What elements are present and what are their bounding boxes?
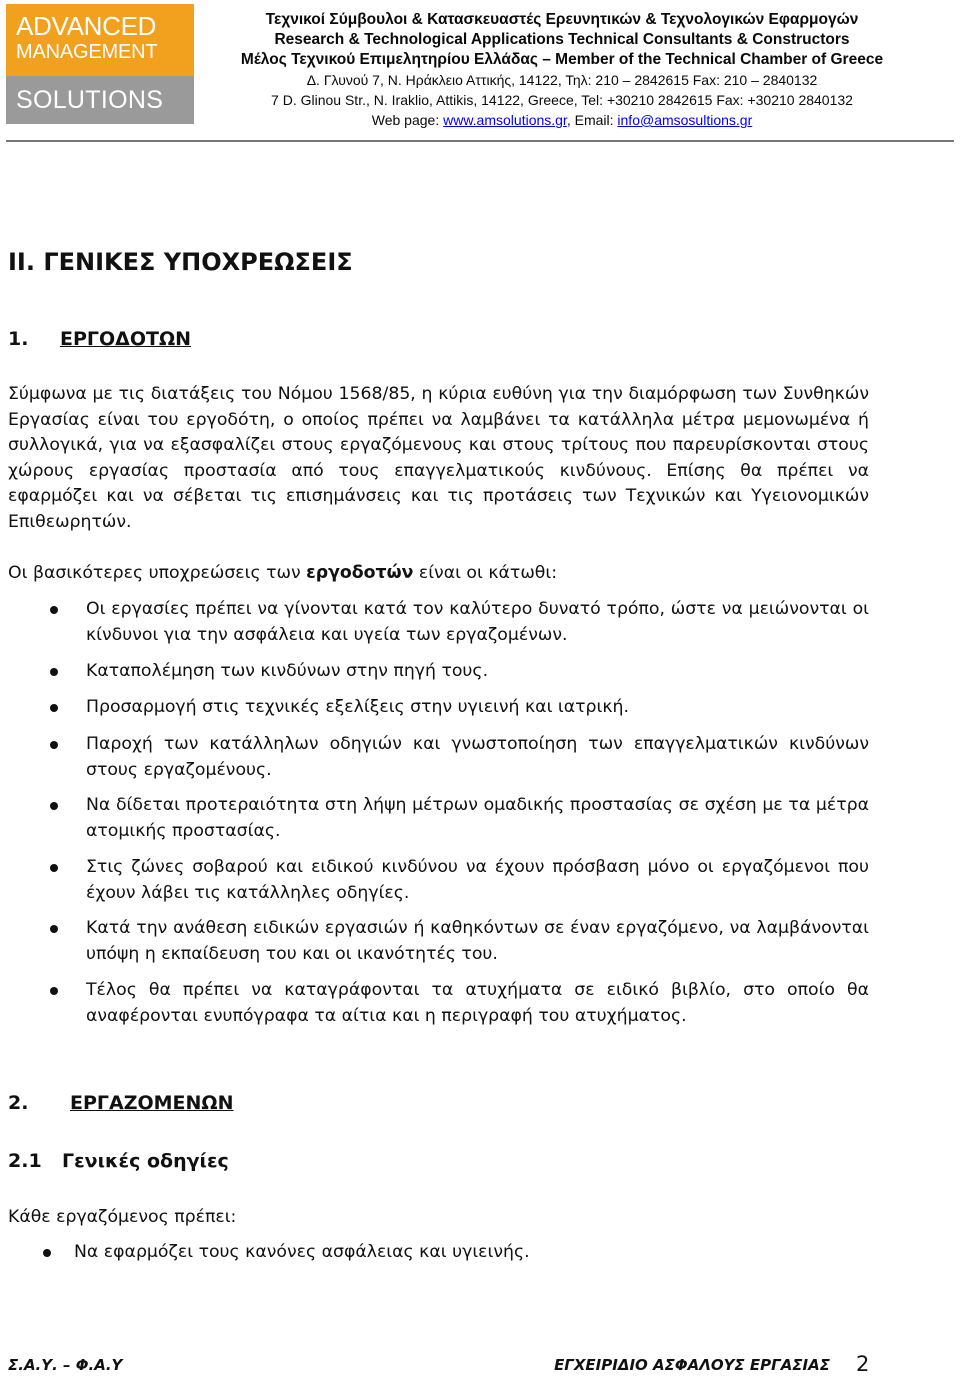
list-item-text: Στις ζώνες σοβαρού και ειδικού κινδύνου να έχουν πρόσβαση μόνο οι εργαζόμενοι που έχουν λάβει τις κατάλληλες οδηγίες. [86,857,869,903]
list-item-text: Παροχή των κατάλληλων οδηγιών και γνωστοποίηση των επαγγελματικών κινδύνων στους εργαζομένους. [86,734,869,780]
letterhead-line-address-greek: Δ. Γλυνού 7, Ν. Ηράκλειο Αττικής, 14122, Τηλ: 210 – 2842615 Fax: 210 – 2840132 [306,72,818,88]
list-item-text: Οι εργασίες πρέπει να γίνονται κατά τον καλύτερο δυνατό τρόπο, ώστε να μειώνονται οι κίνδυνοι για την ασφάλεια και υγεία των εργαζομένων. [86,599,869,645]
bullet-icon [50,668,58,676]
list-item-text: Προσαρμογή στις τεχνικές εξελίξεις στην υγιεινή και ιατρική. [86,697,630,717]
bullet-icon [50,606,58,614]
list-item-text: Να εφαρμόζει τους κανόνες ασφάλειας και υγιεινής. [74,1242,530,1262]
duties-intro-start: Οι βασικότερες υποχρεώσεις των [8,563,307,583]
duties-intro-end: είναι οι κάτωθι: [413,563,558,583]
letterhead-line-greek-title: Τεχνικοί Σύμβουλοι & Κατασκευαστές Ερευνητικών & Τεχνολογικών Εφαρμογών [265,11,859,28]
bullet-icon [50,741,58,749]
letterhead-line-chamber: Μέλος Τεχνικού Επιμελητηρίου Ελλάδας – Member of the Technical Chamber of Greece [240,51,884,68]
logo-line-3: SOLUTIONS [6,76,194,124]
section-1-title: ΕΡΓΟΔΟΤΩΝ [60,328,192,350]
list-item-text: Κατά την ανάθεση ειδικών εργασιών ή καθηκόντων σε έναν εργαζόμενο, να λαμβάνονται υπόψη η εκπαίδευση του και οι ικανότητές του. [86,918,869,964]
logo-line-1: ADVANCED [16,11,157,41]
bullet-icon [50,704,58,712]
footer-left-label: Σ.Α.Υ. – Φ.Α.Υ [8,1356,123,1374]
intro-paragraph: Σύμφωνα με τις διατάξεις του Νόμου 1568/85, η κύρια ευθύνη για την διαμόρφωση των Συνθηκών Εργασίας είναι του εργοδότη, ο οποίος πρέπει να λαμβάνει τα κατάλληλα μέτρα μεμονωμένα ή συλλογικά, για να εξασφαλίζει στους εργαζόμενους και στους τρίτους που παρευρίσκονται στους χώρους εργασίας προστασία από τους επαγγελματικούς κινδύνους. Επίσης θα πρέπει να εφαρμόζει και να σέβεται τις επισημάνσεις και τις προτάσεις των Τεχνικών και Υγειονομικών Επιθεωρητών. [8,384,869,532]
list-item-text: Να δίδεται προτεραιότητα στη λήψη μέτρων ομαδικής προστασίας σε σχέση με τα μέτρα ατομικής προστασίας. [86,795,869,841]
worker-duties-list [74,0,869,1280]
section-1-number: 1. [8,328,29,350]
list-item [74,1240,869,1266]
email-link[interactable]: info@amsosultions.gr [617,112,753,128]
website-link[interactable]: www.amsolutions.gr [443,112,567,128]
page-number: 2 [856,1352,870,1376]
page-title: II. ΓΕΝΙΚΕΣ ΥΠΟΧΡΕΩΣΕΙΣ [8,248,353,276]
section-2-1-number: 2.1 [8,1150,42,1172]
section-2-1-title: Γενικές οδηγίες [62,1150,229,1172]
workers-intro: Κάθε εργαζόμενος πρέπει: [8,1207,237,1227]
bullet-icon [50,987,58,995]
section-2-title: ΕΡΓΑΖΟΜΕΝΩΝ [70,1092,234,1114]
list-item-text: Καταπολέμηση των κινδύνων στην πηγή τους. [86,661,489,681]
bullet-icon [50,925,58,933]
duties-intro-emphasis: εργοδοτών [306,563,414,583]
email-label: , Email: [566,112,618,128]
bullet-icon [50,864,58,872]
bullet-icon [50,802,58,810]
list-item-text: Τέλος θα πρέπει να καταγράφονται τα ατυχήματα σε ειδικό βιβλίο, στο οποίο θα αναφέρονται ενυπόγραφα τα αίτια και η περιγραφή του ατυχήματος. [86,980,869,1026]
letterhead-line-english-title: Research & Technological Applications Technical Consultants & Constructors [274,31,850,48]
section-2-number: 2. [8,1092,29,1114]
web-label: Web page: [371,112,444,128]
footer-right-label: ΕΓΧΕΙΡΙΔΙΟ ΑΣΦΑΛΟΥΣ ΕΡΓΑΣΙΑΣ [554,1356,830,1374]
letterhead-line-address-english: 7 D. Glinou Str., N. Iraklio, Attikis, 14122, Greece, Tel: +30210 2842615 Fax: +30210 2840132 [271,92,853,108]
bullet-icon [43,1249,51,1257]
logo-line-2: MANAGEMENT [16,41,158,63]
